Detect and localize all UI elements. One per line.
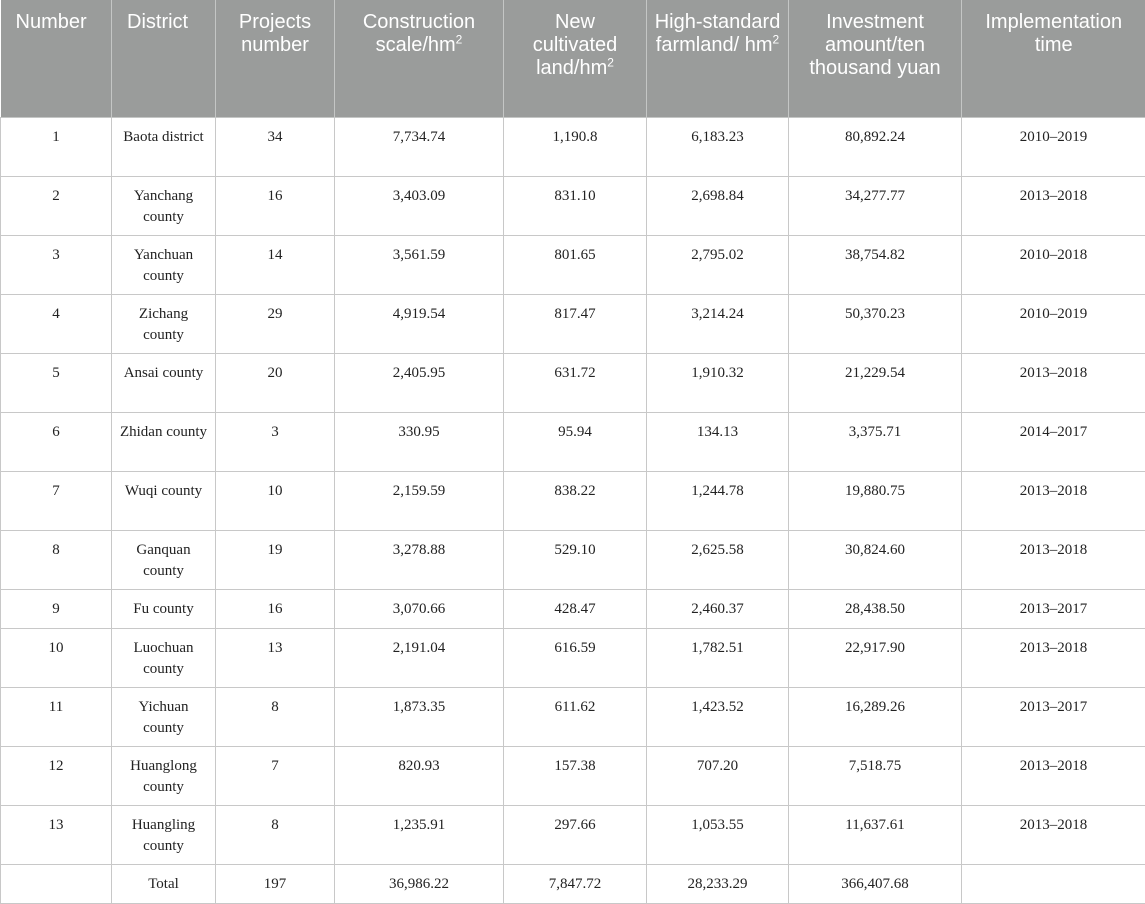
cell-district: Wuqi county	[112, 471, 216, 530]
cell-high-standard-farmland: 1,782.51	[647, 628, 789, 687]
cell-number: 11	[1, 687, 112, 746]
cell-new-cultivated-land: 838.22	[504, 471, 647, 530]
cell-investment-amount: 11,637.61	[789, 805, 962, 864]
cell-projects-number: 13	[216, 628, 335, 687]
table-row	[1, 235, 1145, 294]
cell-construction-scale: 330.95	[335, 412, 504, 471]
cell-high-standard-farmland: 2,795.02	[647, 235, 789, 294]
cell-number	[1, 864, 112, 903]
header-construction-scale: Construction scale/$hm^2$	[335, 0, 504, 117]
cell-projects-number: 8	[216, 805, 335, 864]
header-high-standard-farmland: High-standard farmland/ $hm^2$	[647, 0, 789, 117]
cell-high-standard-farmland: 2,460.37	[647, 589, 789, 628]
cell-projects-number: 20	[216, 353, 335, 412]
cell-district: Total	[112, 864, 216, 903]
cell-new-cultivated-land: 529.10	[504, 530, 647, 589]
cell-implementation-time: 2014–2017	[962, 412, 1145, 471]
cell-projects-number: 16	[216, 589, 335, 628]
cell-number: 4	[1, 294, 112, 353]
cell-high-standard-farmland: 707.20	[647, 746, 789, 805]
cell-number: 10	[1, 628, 112, 687]
cell-construction-scale: 7,734.74	[335, 117, 504, 176]
cell-high-standard-farmland: 6,183.23	[647, 117, 789, 176]
cell-implementation-time: 2013–2018	[962, 746, 1145, 805]
table-row	[1, 412, 1145, 471]
cell-projects-number: 3	[216, 412, 335, 471]
table-row	[1, 530, 1145, 589]
cell-implementation-time: 2010–2019	[962, 294, 1145, 353]
header-row	[1, 0, 1145, 117]
cell-construction-scale: 3,561.59	[335, 235, 504, 294]
header-projects-number: Projects number	[216, 0, 335, 117]
cell-projects-number: 7	[216, 746, 335, 805]
cell-new-cultivated-land: 817.47	[504, 294, 647, 353]
cell-number: 6	[1, 412, 112, 471]
header-district: District	[112, 0, 216, 117]
cell-implementation-time: 2013–2018	[962, 471, 1145, 530]
cell-new-cultivated-land: 631.72	[504, 353, 647, 412]
cell-investment-amount: 19,880.75	[789, 471, 962, 530]
table-row	[1, 805, 1145, 864]
cell-projects-number: 34	[216, 117, 335, 176]
cell-number: 8	[1, 530, 112, 589]
cell-high-standard-farmland: 134.13	[647, 412, 789, 471]
cell-new-cultivated-land: 831.10	[504, 176, 647, 235]
cell-district: Ansai county	[112, 353, 216, 412]
cell-district: Zichang county	[112, 294, 216, 353]
cell-number: 9	[1, 589, 112, 628]
cell-construction-scale: 3,070.66	[335, 589, 504, 628]
cell-implementation-time: 2013–2018	[962, 805, 1145, 864]
cell-high-standard-farmland: 3,214.24	[647, 294, 789, 353]
table-row	[1, 353, 1145, 412]
cell-new-cultivated-land: 616.59	[504, 628, 647, 687]
cell-investment-amount: 80,892.24	[789, 117, 962, 176]
cell-investment-amount: 21,229.54	[789, 353, 962, 412]
cell-number: 13	[1, 805, 112, 864]
cell-implementation-time: 2013–2017	[962, 687, 1145, 746]
cell-construction-scale: 2,159.59	[335, 471, 504, 530]
header-investment-amount: Investment amount/ten thousand yuan	[789, 0, 962, 117]
cell-high-standard-farmland: 2,625.58	[647, 530, 789, 589]
cell-new-cultivated-land: 157.38	[504, 746, 647, 805]
cell-number: 2	[1, 176, 112, 235]
cell-construction-scale: 2,191.04	[335, 628, 504, 687]
table-row	[1, 294, 1145, 353]
cell-investment-amount: 7,518.75	[789, 746, 962, 805]
cell-investment-amount: 30,824.60	[789, 530, 962, 589]
header-new-cultivated-land: New cultivated land/$hm^2$	[504, 0, 647, 117]
cell-implementation-time: 2010–2019	[962, 117, 1145, 176]
cell-investment-amount: 3,375.71	[789, 412, 962, 471]
cell-projects-number: 14	[216, 235, 335, 294]
cell-district: Yanchang county	[112, 176, 216, 235]
cell-investment-amount: 366,407.68	[789, 864, 962, 903]
cell-new-cultivated-land: 1,190.8	[504, 117, 647, 176]
table-row	[1, 589, 1145, 628]
cell-number: 1	[1, 117, 112, 176]
cell-high-standard-farmland: 1,244.78	[647, 471, 789, 530]
cell-new-cultivated-land: 611.62	[504, 687, 647, 746]
cell-projects-number: 29	[216, 294, 335, 353]
cell-high-standard-farmland: 28,233.29	[647, 864, 789, 903]
cell-construction-scale: 1,235.91	[335, 805, 504, 864]
cell-implementation-time: 2013–2018	[962, 353, 1145, 412]
cell-investment-amount: 22,917.90	[789, 628, 962, 687]
cell-projects-number: 197	[216, 864, 335, 903]
cell-construction-scale: 36,986.22	[335, 864, 504, 903]
cell-district: Baota district	[112, 117, 216, 176]
cell-high-standard-farmland: 1,423.52	[647, 687, 789, 746]
header-implementation-time: Implementation time	[962, 0, 1145, 117]
cell-high-standard-farmland: 1,910.32	[647, 353, 789, 412]
cell-district: Huangling county	[112, 805, 216, 864]
cell-new-cultivated-land: 428.47	[504, 589, 647, 628]
cell-construction-scale: 3,403.09	[335, 176, 504, 235]
cell-investment-amount: 50,370.23	[789, 294, 962, 353]
cell-construction-scale: 1,873.35	[335, 687, 504, 746]
cell-district: Huanglong county	[112, 746, 216, 805]
cell-implementation-time: 2013–2018	[962, 530, 1145, 589]
cell-implementation-time	[962, 864, 1145, 903]
cell-investment-amount: 38,754.82	[789, 235, 962, 294]
header-number: Number	[1, 0, 112, 117]
cell-number: 7	[1, 471, 112, 530]
cell-construction-scale: 4,919.54	[335, 294, 504, 353]
cell-implementation-time: 2013–2018	[962, 628, 1145, 687]
cell-investment-amount: 34,277.77	[789, 176, 962, 235]
cell-district: Fu county	[112, 589, 216, 628]
table-row	[1, 628, 1145, 687]
cell-number: 5	[1, 353, 112, 412]
cell-district: Yichuan county	[112, 687, 216, 746]
cell-projects-number: 10	[216, 471, 335, 530]
cell-district: Yanchuan county	[112, 235, 216, 294]
cell-district: Luochuan county	[112, 628, 216, 687]
cell-implementation-time: 2013–2018	[962, 176, 1145, 235]
cell-new-cultivated-land: 297.66	[504, 805, 647, 864]
cell-investment-amount: 16,289.26	[789, 687, 962, 746]
cell-projects-number: 16	[216, 176, 335, 235]
cell-district: Zhidan county	[112, 412, 216, 471]
cell-district: Ganquan county	[112, 530, 216, 589]
cell-construction-scale: 820.93	[335, 746, 504, 805]
cell-implementation-time: 2010–2018	[962, 235, 1145, 294]
cell-high-standard-farmland: 1,053.55	[647, 805, 789, 864]
table-row	[1, 471, 1145, 530]
cell-projects-number: 8	[216, 687, 335, 746]
table-row	[1, 746, 1145, 805]
cell-high-standard-farmland: 2,698.84	[647, 176, 789, 235]
table-row	[1, 687, 1145, 746]
total-row	[1, 864, 1145, 903]
table-row	[1, 117, 1145, 176]
cell-number: 3	[1, 235, 112, 294]
cell-projects-number: 19	[216, 530, 335, 589]
cell-number: 12	[1, 746, 112, 805]
cell-construction-scale: 2,405.95	[335, 353, 504, 412]
table-body	[1, 117, 1145, 903]
cell-new-cultivated-land: 95.94	[504, 412, 647, 471]
cell-investment-amount: 28,438.50	[789, 589, 962, 628]
table-row	[1, 176, 1145, 235]
cell-construction-scale: 3,278.88	[335, 530, 504, 589]
cell-implementation-time: 2013–2017	[962, 589, 1145, 628]
cell-new-cultivated-land: 7,847.72	[504, 864, 647, 903]
cell-new-cultivated-land: 801.65	[504, 235, 647, 294]
